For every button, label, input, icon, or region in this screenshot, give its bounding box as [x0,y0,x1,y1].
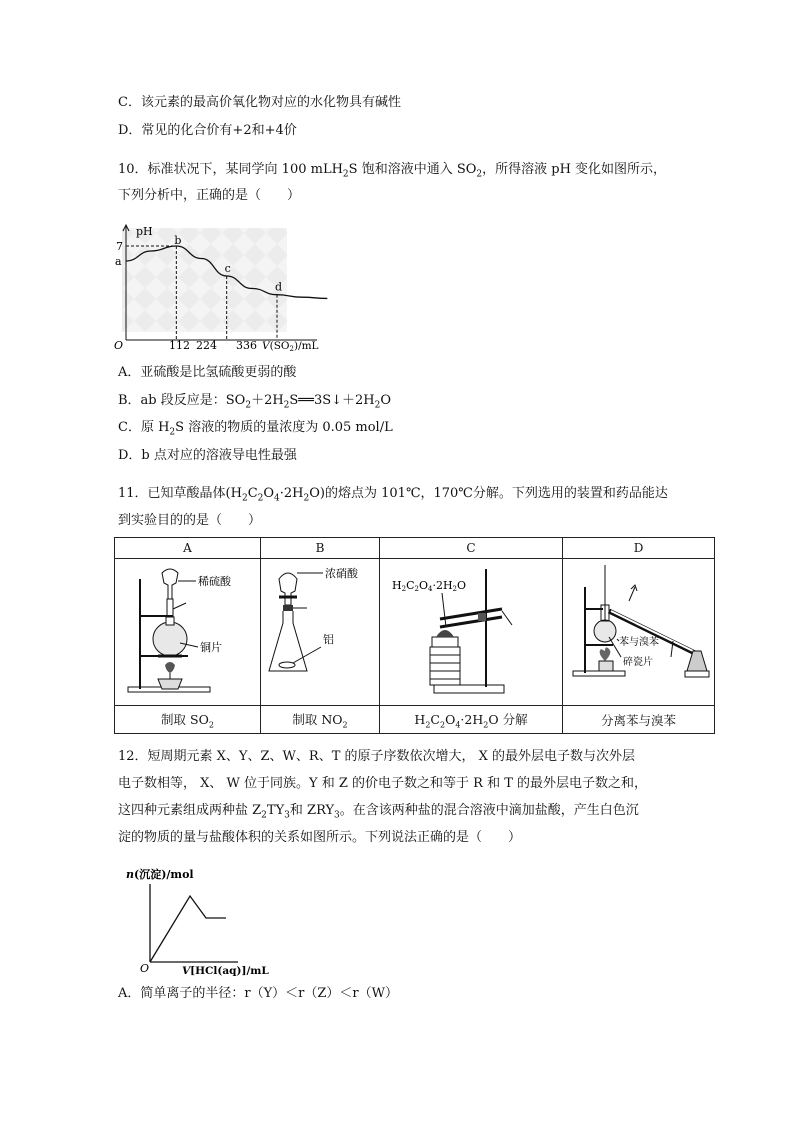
x-axis-label: V(SO2)/mL [262,340,319,353]
apparatus-d [563,559,715,706]
label-benzene-bromobenzene: 苯与溴苯 [618,636,659,648]
option-d-previous: D．常见的化合价有+2和+4价 [118,123,297,138]
ph-chart [112,222,334,357]
origin-label: O [114,339,124,352]
q10-option-c: C．原 $H_2S$ 溶液的物质的量浓度为 0.05 mol/L [118,420,393,438]
q11-stem-line2: 到实验目的的是（ ） [118,513,262,528]
table-caption-row [115,706,715,734]
q12-option-a: A．简单离子的半径：r（Y）＜r（Z）＜r（W） [118,986,399,1001]
caption-d: 分离苯与溴苯 [563,706,715,734]
label-oxalic-acid-crystal: H2C2O4·2H2O [392,578,467,593]
label-conc-nitric-acid: 浓硝酸 [325,566,358,580]
watermark-background [122,228,287,332]
q11-stem-line1: 11．已知草酸晶体$(H_2C_2O_4\cdot 2H_2O)$的熔点为 101℃，170℃分解。下列选用的装置和药品能达 [118,486,668,504]
apparatus-table [114,537,715,734]
y-tick-label: 7 [116,240,123,253]
q10-option-b: B．ab 段反应是：$SO_2+2H_2S══3S↓+2H_2O$ [118,393,392,411]
apparatus-d-drawing [565,561,713,701]
x-tick-112: 112 [169,339,190,352]
point-label-d: d [275,280,283,294]
label-aluminium: 铝 [323,632,334,646]
option-c-previous: C．该元素的最高价氧化物对应的水化物具有碱性 [118,95,401,110]
q12-stem-line2: 电子数相等， X、 W 位于同族。Y 和 Z 的价电子数之和等于 R 和 T 的最外层电子数之和， [118,776,648,791]
precipitate-origin: O [140,962,150,975]
header-d: D [563,538,715,559]
precipitate-chart [126,866,276,978]
apparatus-c-drawing [382,561,560,701]
label-copper-sheet: 铜片 [199,640,222,654]
header-a: A [115,538,261,559]
q12-stem-line4: 淀的物质的量与盐酸体积的关系如图所示。下列说法正确的是（ ） [118,830,522,845]
apparatus-c [380,559,563,706]
caption-c: $H_2C_2O_4\cdot 2H_2O$ 分解 [380,706,563,734]
table-header-row [115,538,715,559]
point-label-a: a [115,254,122,268]
apparatus-a-drawing [118,561,258,701]
header-c: C [380,538,563,559]
precipitate-x-label: V[HCl(aq)]/mL [182,965,269,977]
q12-stem-line3: 这四种元素组成两种盐 $Z_2TY_3$和 $ZRY_3$。在含该两种盐的混合溶液中滴加盐酸，产生白色沉 [118,803,639,821]
q10-option-d: D．b 点对应的溶液导电性最强 [118,448,297,463]
label-porcelain-chips: 碎瓷片 [622,656,653,668]
table-image-row [115,559,715,706]
precipitate-y-label: n(沉淀)/mol [126,868,194,881]
precipitate-curve [150,896,226,962]
q10-stem-line2: 下列分析中，正确的是（ ） [118,188,301,203]
caption-a: 制取 $SO_2$ [115,706,261,734]
header-b: B [261,538,380,559]
point-label-b: b [174,234,182,247]
q10-stem-line1: 10．标准状况下，某同学向 100 mLH$_2$S 饱和溶液中通入 $SO_2$，所得溶液 pH 变化如图所示， [118,162,667,180]
apparatus-b [261,559,380,706]
x-tick-336: 336 [236,339,257,352]
point-label-c: c [224,261,231,275]
q12-stem-line1: 12．短周期元素 X、Y、Z、W、R、T 的原子序数依次增大， X 的最外层电子数与次外层 [118,749,636,764]
q10-option-a: A．亚硫酸是比氢硫酸更弱的酸 [118,365,297,380]
apparatus-a [115,559,261,706]
caption-b: 制取 $NO_2$ [261,706,380,734]
y-axis-label: pH [136,225,153,238]
x-tick-224: 224 [196,339,217,352]
label-dilute-sulfuric-acid: 稀硫酸 [197,574,231,588]
apparatus-b-drawing [263,561,377,701]
